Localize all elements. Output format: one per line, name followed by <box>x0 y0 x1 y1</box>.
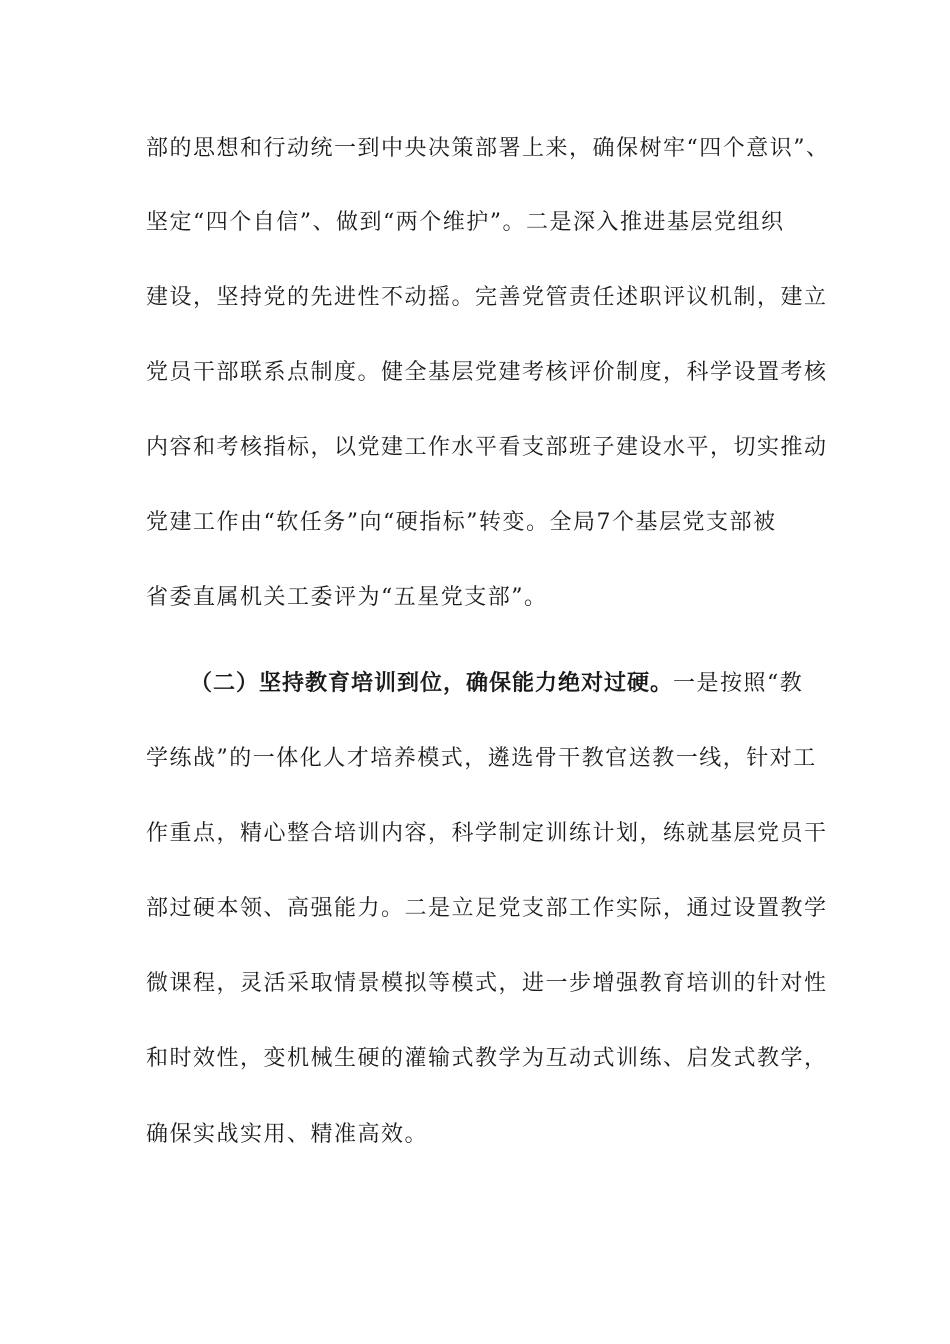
paragraph-2-line-2: 学练战”的一体化人才培养模式，遴选骨干教官送教一线，针对工 <box>146 746 817 771</box>
paragraph-2-line-3: 作重点，精心整合培训内容，科学制定训练计划，练就基层党员干 <box>146 821 828 846</box>
paragraph-1-line-7: 省委直属机关工委评为“五星党支部”。 <box>146 585 548 610</box>
paragraph-2-line-1-rest: 一是按照“教 <box>673 671 804 696</box>
paragraph-2-line-5: 微课程，灵活采取情景模拟等模式，进一步增强教育培训的针对性 <box>146 971 828 996</box>
paragraph-2-line-1 <box>190 669 803 699</box>
paragraph-2-line-4: 部过硬本领、高强能力。二是立足党支部工作实际，通过设置教学 <box>146 896 828 921</box>
paragraph-2-line-7: 确保实战实用、精准高效。 <box>146 1122 429 1147</box>
paragraph-1-line-4: 党员干部联系点制度。健全基层党建考核评价制度，科学设置考核 <box>146 360 828 385</box>
paragraph-1-line-3: 建设，坚持党的先进性不动摇。完善党管责任述职评议机制，建立 <box>146 285 828 310</box>
paragraph-2-line-6: 和时效性，变机械生硬的灌输式教学为互动式训练、启发式教学， <box>146 1046 828 1071</box>
paragraph-1-line-5: 内容和考核指标，以党建工作水平看支部班子建设水平，切实推动 <box>146 435 828 460</box>
section-heading: （二）坚持教育培训到位，确保能力绝对过硬。 <box>190 671 674 696</box>
paragraph-1-line-1: 部的思想和行动统一到中央决策部署上来，确保树牢“四个意识”、 <box>146 136 830 161</box>
paragraph-1-line-6: 党建工作由“软任务”向“硬指标”转变。全局7个基层党支部被 <box>146 510 777 535</box>
paragraph-1-line-2: 坚定“四个自信”、做到“两个维护”。二是深入推进基层党组织 <box>146 210 785 235</box>
